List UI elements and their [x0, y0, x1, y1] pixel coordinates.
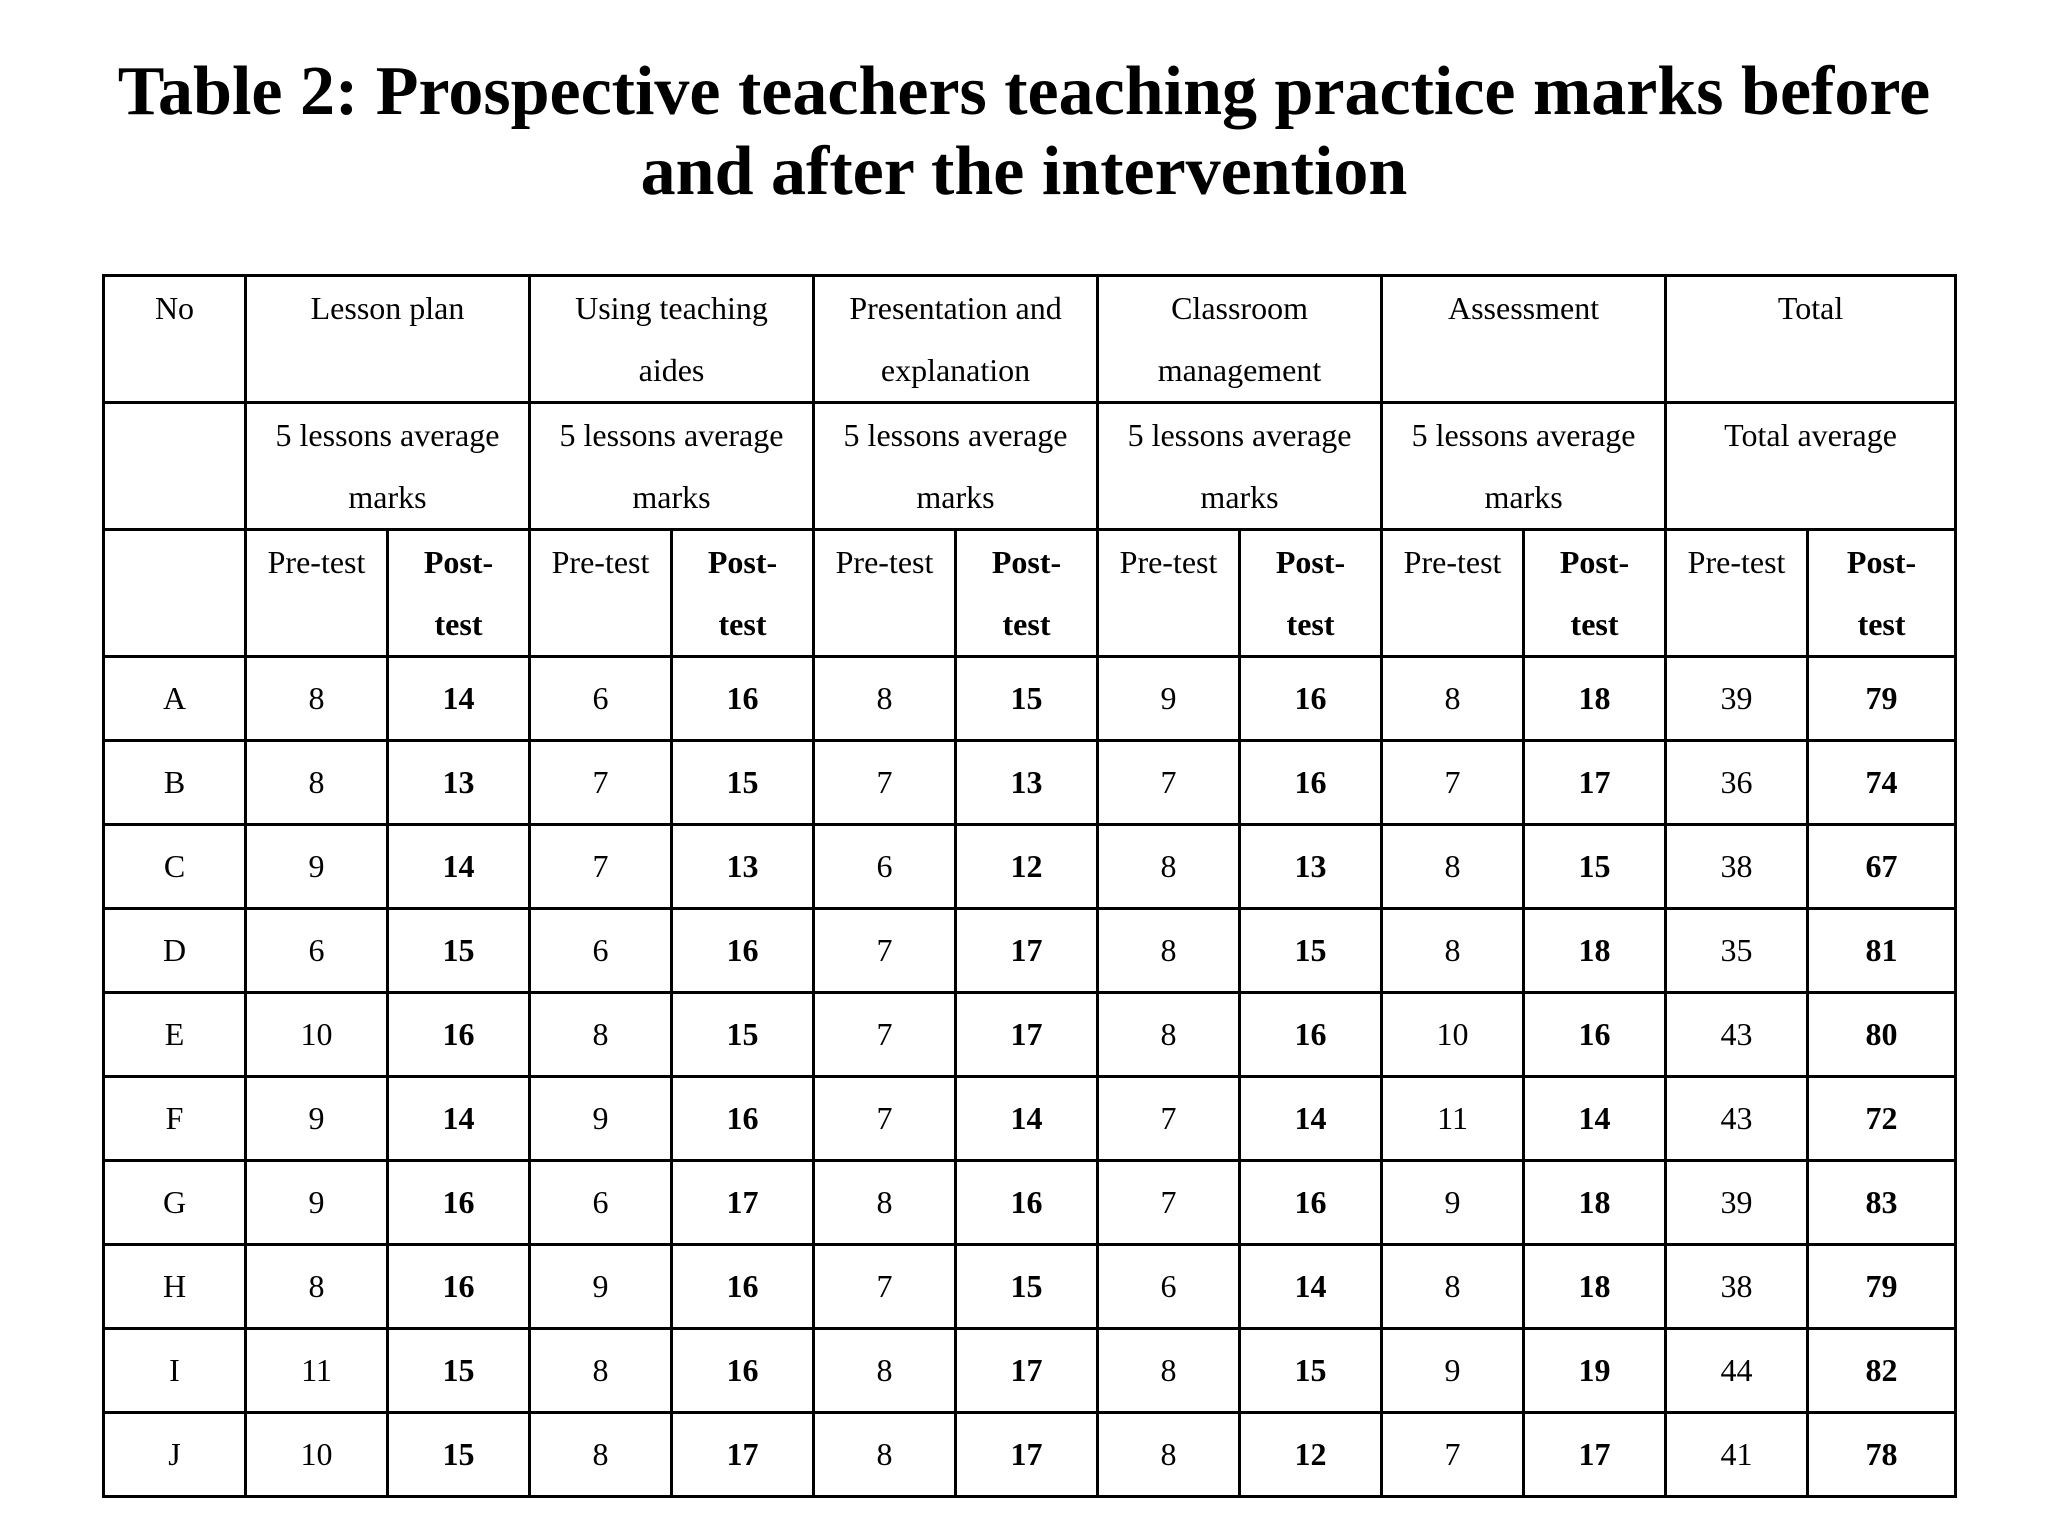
- pre-test-cell: 8: [1098, 993, 1240, 1077]
- pre-test-cell: 41: [1666, 1413, 1808, 1497]
- category-label: Total: [1777, 290, 1844, 326]
- category-header-row: [104, 276, 1956, 403]
- pre-test-cell: 6: [1098, 1245, 1240, 1329]
- post-test-cell: 14: [388, 825, 530, 909]
- post-test-cell: 16: [1240, 993, 1382, 1077]
- pre-test-cell: 7: [530, 741, 672, 825]
- category-header-cell: [1666, 276, 1956, 403]
- table-row: [104, 741, 1956, 825]
- post-test-cell: 15: [672, 741, 814, 825]
- table-row: [104, 1161, 1956, 1245]
- post-test-cell: 13: [956, 741, 1098, 825]
- post-test-cell: 15: [1524, 825, 1666, 909]
- table-row: [104, 993, 1956, 1077]
- pre-test-cell: 9: [530, 1245, 672, 1329]
- table-row: [104, 657, 1956, 741]
- post-test-cell: 17: [956, 909, 1098, 993]
- post-test-cell: 83: [1808, 1161, 1956, 1245]
- pre-test-cell: 9: [246, 1077, 388, 1161]
- category-header-cell: [814, 276, 1098, 403]
- pre-test-cell: 7: [1098, 1161, 1240, 1245]
- row-id-cell: J: [104, 1413, 246, 1497]
- pre-test-cell: 8: [1382, 657, 1524, 741]
- subheader-label-line2: marks: [916, 479, 995, 515]
- post-test-cell: 13: [1240, 825, 1382, 909]
- post-test-cell: 16: [388, 1161, 530, 1245]
- pre-test-cell: 9: [246, 1161, 388, 1245]
- row-id-cell: C: [104, 825, 246, 909]
- subheader-cell: [814, 403, 1098, 530]
- post-test-label: Post-: [423, 544, 494, 580]
- pre-test-cell: 8: [1382, 1245, 1524, 1329]
- pre-test-cell: 9: [246, 825, 388, 909]
- pre-test-cell: 8: [246, 1245, 388, 1329]
- pre-test-cell: 8: [1098, 1413, 1240, 1497]
- post-test-cell: 16: [956, 1161, 1098, 1245]
- pre-test-cell: 8: [814, 1329, 956, 1413]
- pre-test-cell: 9: [1382, 1161, 1524, 1245]
- row-id-cell: D: [104, 909, 246, 993]
- post-test-cell: 14: [956, 1077, 1098, 1161]
- row-id-cell: B: [104, 741, 246, 825]
- pre-test-cell: 8: [814, 1413, 956, 1497]
- category-label: Assessment: [1447, 290, 1600, 326]
- pre-test-cell: 7: [814, 909, 956, 993]
- subheader-label: 5 lessons average: [559, 417, 784, 453]
- post-test-cell: 74: [1808, 741, 1956, 825]
- pre-test-cell: 6: [530, 657, 672, 741]
- post-test-cell: 17: [956, 1329, 1098, 1413]
- pre-test-header: Pre-test: [530, 530, 672, 657]
- post-test-cell: 79: [1808, 1245, 1956, 1329]
- pre-test-cell: 36: [1666, 741, 1808, 825]
- post-test-label-line2: test: [1286, 606, 1335, 642]
- table-title: [0, 52, 2048, 212]
- pre-test-cell: 10: [1382, 993, 1524, 1077]
- post-test-cell: 80: [1808, 993, 1956, 1077]
- empty-header-cell: [104, 403, 246, 530]
- post-test-header: [388, 530, 530, 657]
- pre-test-cell: 8: [1098, 825, 1240, 909]
- pre-test-header: Pre-test: [1666, 530, 1808, 657]
- subheader-label-line2: marks: [348, 479, 427, 515]
- post-test-cell: 16: [672, 1077, 814, 1161]
- pre-test-cell: 9: [1098, 657, 1240, 741]
- category-header-cell: [1098, 276, 1382, 403]
- post-test-header: [1240, 530, 1382, 657]
- pre-test-cell: 6: [530, 909, 672, 993]
- category-header-cell: [530, 276, 814, 403]
- marks-table: [102, 274, 1957, 1498]
- post-test-cell: 17: [956, 993, 1098, 1077]
- pre-test-cell: 8: [246, 741, 388, 825]
- row-id-cell: E: [104, 993, 246, 1077]
- post-test-header: [1808, 530, 1956, 657]
- post-test-cell: 14: [388, 657, 530, 741]
- post-test-cell: 15: [388, 1413, 530, 1497]
- post-test-label-line2: test: [434, 606, 483, 642]
- category-label-line2: aides: [638, 352, 705, 388]
- subheader-label: 5 lessons average: [1127, 417, 1352, 453]
- post-test-cell: 14: [1240, 1245, 1382, 1329]
- table-row: [104, 909, 1956, 993]
- post-test-cell: 19: [1524, 1329, 1666, 1413]
- post-test-cell: 16: [1524, 993, 1666, 1077]
- post-test-cell: 12: [1240, 1413, 1382, 1497]
- category-label-line2: explanation: [880, 352, 1031, 388]
- pre-test-cell: 7: [814, 1245, 956, 1329]
- pre-test-cell: 38: [1666, 1245, 1808, 1329]
- row-id-cell: G: [104, 1161, 246, 1245]
- post-test-cell: 18: [1524, 1161, 1666, 1245]
- row-id-cell: I: [104, 1329, 246, 1413]
- no-header: No: [104, 276, 246, 403]
- post-test-cell: 16: [388, 1245, 530, 1329]
- subheader-label: 5 lessons average: [275, 417, 500, 453]
- post-test-header: [672, 530, 814, 657]
- post-test-cell: 16: [672, 909, 814, 993]
- post-test-cell: 12: [956, 825, 1098, 909]
- post-test-header: [956, 530, 1098, 657]
- pre-test-cell: 7: [1382, 1413, 1524, 1497]
- subheader-cell: [1098, 403, 1382, 530]
- post-test-cell: 15: [388, 909, 530, 993]
- subheader-label-line2: marks: [632, 479, 711, 515]
- post-test-cell: 16: [672, 1245, 814, 1329]
- post-test-cell: 81: [1808, 909, 1956, 993]
- pre-test-cell: 43: [1666, 1077, 1808, 1161]
- post-test-cell: 16: [1240, 657, 1382, 741]
- subheader-label: 5 lessons average: [843, 417, 1068, 453]
- post-test-header: [1524, 530, 1666, 657]
- post-test-cell: 67: [1808, 825, 1956, 909]
- pre-test-cell: 38: [1666, 825, 1808, 909]
- post-test-cell: 18: [1524, 657, 1666, 741]
- post-test-label-line2: test: [1002, 606, 1051, 642]
- pre-test-cell: 7: [814, 993, 956, 1077]
- post-test-cell: 16: [672, 657, 814, 741]
- pre-test-cell: 39: [1666, 1161, 1808, 1245]
- post-test-cell: 15: [956, 1245, 1098, 1329]
- pre-test-cell: 9: [530, 1077, 672, 1161]
- pre-test-cell: 8: [246, 657, 388, 741]
- post-test-cell: 17: [956, 1413, 1098, 1497]
- post-test-label-line2: test: [718, 606, 767, 642]
- post-test-label-line2: test: [1857, 606, 1906, 642]
- category-header-cell: [246, 276, 530, 403]
- pre-test-cell: 8: [530, 993, 672, 1077]
- row-id-cell: H: [104, 1245, 246, 1329]
- pre-test-cell: 8: [530, 1413, 672, 1497]
- pre-test-cell: 7: [814, 741, 956, 825]
- table-row: [104, 1329, 1956, 1413]
- table-title-line1: Table 2: Prospective teachers teaching practice marks before: [117, 53, 1931, 130]
- post-test-cell: 17: [1524, 1413, 1666, 1497]
- post-test-label-line2: test: [1570, 606, 1619, 642]
- table-row: [104, 1413, 1956, 1497]
- post-test-cell: 16: [1240, 741, 1382, 825]
- subheader-label-line2: marks: [1200, 479, 1279, 515]
- pre-test-cell: 7: [1382, 741, 1524, 825]
- table-title-line2: and after the intervention: [640, 133, 1408, 210]
- post-test-cell: 18: [1524, 909, 1666, 993]
- pre-test-cell: 44: [1666, 1329, 1808, 1413]
- pre-test-cell: 7: [1098, 741, 1240, 825]
- row-id-cell: A: [104, 657, 246, 741]
- row-id-cell: F: [104, 1077, 246, 1161]
- pre-test-cell: 39: [1666, 657, 1808, 741]
- pre-test-cell: 6: [814, 825, 956, 909]
- subheader-label-line2: marks: [1484, 479, 1563, 515]
- post-test-cell: 18: [1524, 1245, 1666, 1329]
- subheader-label: Total average: [1724, 417, 1897, 453]
- category-header-cell: [1382, 276, 1666, 403]
- pre-test-cell: 9: [1382, 1329, 1524, 1413]
- pre-test-cell: 8: [814, 1161, 956, 1245]
- pre-test-cell: 8: [1098, 1329, 1240, 1413]
- table-row: [104, 825, 1956, 909]
- post-test-label: Post-: [1559, 544, 1630, 580]
- pre-test-cell: 10: [246, 1413, 388, 1497]
- pre-test-header: Pre-test: [814, 530, 956, 657]
- category-label: Using teaching: [575, 290, 768, 326]
- category-label: Presentation and: [849, 290, 1062, 326]
- post-test-cell: 15: [388, 1329, 530, 1413]
- category-label-line2: management: [1157, 352, 1322, 388]
- subheader-label: 5 lessons average: [1411, 417, 1636, 453]
- subheader-cell: [530, 403, 814, 530]
- pre-test-cell: 8: [530, 1329, 672, 1413]
- post-test-cell: 15: [672, 993, 814, 1077]
- table-row: [104, 1077, 1956, 1161]
- pre-test-cell: 8: [1382, 909, 1524, 993]
- category-label: Classroom: [1171, 290, 1308, 326]
- post-test-cell: 17: [1524, 741, 1666, 825]
- subheader-cell: [1382, 403, 1666, 530]
- subheader-row: [104, 403, 1956, 530]
- post-test-cell: 13: [388, 741, 530, 825]
- pre-test-cell: 11: [246, 1329, 388, 1413]
- pre-test-cell: 10: [246, 993, 388, 1077]
- subheader-cell: [246, 403, 530, 530]
- post-test-label: Post-: [1275, 544, 1346, 580]
- pre-test-cell: 7: [530, 825, 672, 909]
- pre-test-cell: 7: [1098, 1077, 1240, 1161]
- post-test-cell: 16: [388, 993, 530, 1077]
- post-test-label: Post-: [991, 544, 1062, 580]
- post-test-cell: 17: [672, 1161, 814, 1245]
- post-test-cell: 17: [672, 1413, 814, 1497]
- post-test-cell: 15: [1240, 909, 1382, 993]
- empty-header-cell: [104, 530, 246, 657]
- post-test-cell: 79: [1808, 657, 1956, 741]
- post-test-cell: 14: [388, 1077, 530, 1161]
- pre-test-cell: 6: [246, 909, 388, 993]
- pre-test-cell: 8: [1382, 825, 1524, 909]
- post-test-cell: 15: [956, 657, 1098, 741]
- pre-test-cell: 11: [1382, 1077, 1524, 1161]
- post-test-label: Post-: [1846, 544, 1917, 580]
- post-test-cell: 16: [672, 1329, 814, 1413]
- category-label: Lesson plan: [310, 290, 465, 326]
- post-test-cell: 15: [1240, 1329, 1382, 1413]
- pre-test-header: Pre-test: [1098, 530, 1240, 657]
- pre-test-cell: 35: [1666, 909, 1808, 993]
- post-test-cell: 13: [672, 825, 814, 909]
- pre-post-header-row: [104, 530, 1956, 657]
- table-body: [104, 276, 1956, 1497]
- post-test-label: Post-: [707, 544, 778, 580]
- pre-test-cell: 6: [530, 1161, 672, 1245]
- post-test-cell: 14: [1240, 1077, 1382, 1161]
- pre-test-header: Pre-test: [1382, 530, 1524, 657]
- pre-test-cell: 43: [1666, 993, 1808, 1077]
- subheader-cell: [1666, 403, 1956, 530]
- pre-test-cell: 8: [814, 657, 956, 741]
- post-test-cell: 16: [1240, 1161, 1382, 1245]
- pre-test-cell: 8: [1098, 909, 1240, 993]
- post-test-cell: 72: [1808, 1077, 1956, 1161]
- table-row: [104, 1245, 1956, 1329]
- post-test-cell: 82: [1808, 1329, 1956, 1413]
- post-test-cell: 78: [1808, 1413, 1956, 1497]
- pre-test-cell: 7: [814, 1077, 956, 1161]
- post-test-cell: 14: [1524, 1077, 1666, 1161]
- pre-test-header: Pre-test: [246, 530, 388, 657]
